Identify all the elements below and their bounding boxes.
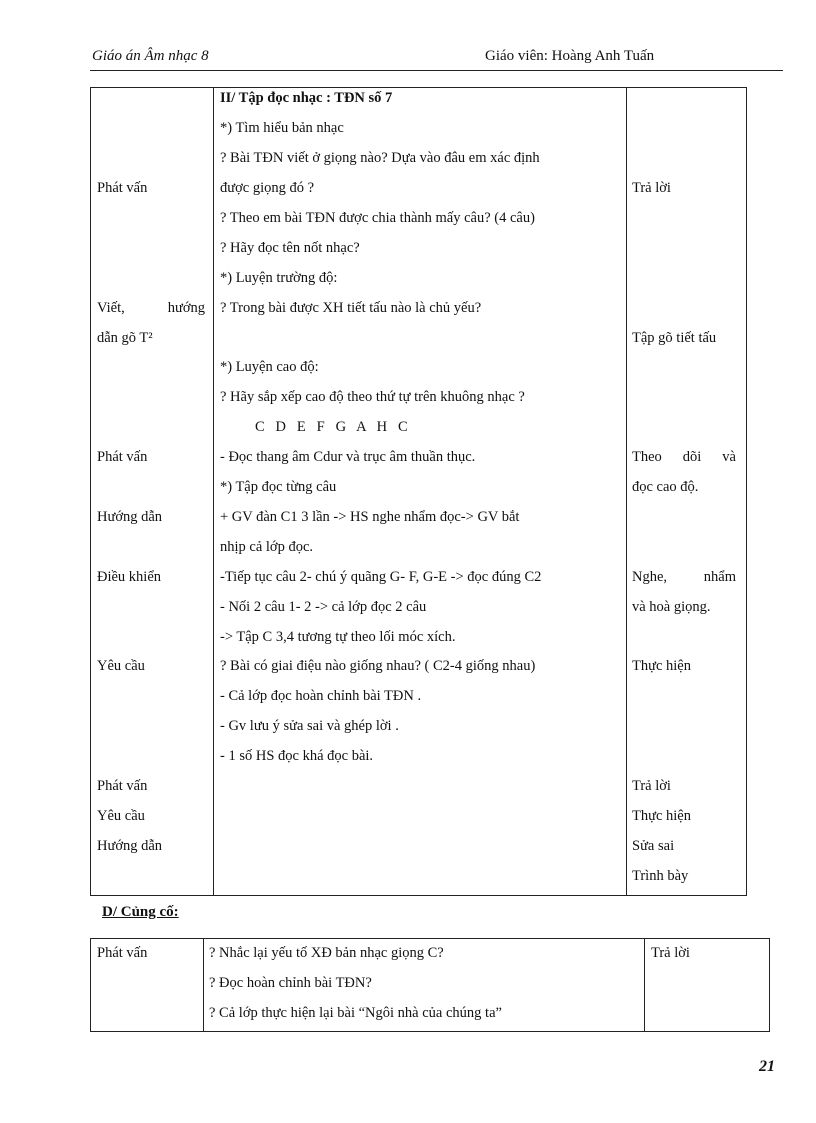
method-huong-dan: Hướng dẫn xyxy=(97,838,163,854)
review-method: Phát vấn xyxy=(97,945,148,961)
student-tap-go: Tập gõ tiết tấu xyxy=(632,330,717,346)
method-dan-go: dẫn gõ T² xyxy=(97,330,153,346)
student-theo-doi xyxy=(632,447,736,467)
method-phat-van: Phát vấn xyxy=(97,449,148,465)
content-line: ? Hãy đọc tên nốt nhạc? xyxy=(220,240,360,256)
method-yeu-cau: Yêu cầu xyxy=(97,808,145,824)
content-line: nhịp cả lớp đọc. xyxy=(220,539,314,555)
student-nghe-nham xyxy=(632,567,736,587)
student-sua-sai: Sửa sai xyxy=(632,838,675,854)
content-line: - Đọc thang âm Cdur và trục âm thuần thục. xyxy=(220,449,476,465)
column-divider xyxy=(644,939,645,1031)
header-course-title: Giáo án Âm nhạc 8 xyxy=(92,48,209,64)
content-line: *) Tập đọc từng câu xyxy=(220,479,337,495)
content-line: ? Theo em bài TĐN được chia thành mấy câu? (4 câu) xyxy=(220,210,535,226)
student-tra-loi: Trả lời xyxy=(632,180,671,196)
review-student-activity: Trả lời xyxy=(651,945,690,961)
content-line: ? Bài có giai điệu nào giống nhau? ( C2-4 giống nhau) xyxy=(220,658,536,674)
column-divider xyxy=(213,88,214,895)
student-doc-cao-do: đọc cao độ. xyxy=(632,479,699,495)
header-teacher-name: Giáo viên: Hoàng Anh Tuấn xyxy=(485,48,655,64)
content-line: được giọng đó ? xyxy=(220,180,315,196)
content-line: - 1 số HS đọc khá đọc bài. xyxy=(220,748,374,764)
method-huong-word: hướng xyxy=(167,300,205,316)
student-theo-word: Theo xyxy=(632,449,662,465)
student-trinh-bay: Trình bày xyxy=(632,868,689,884)
review-question: ? Cả lớp thực hiện lại bài “Ngôi nhà của chúng ta” xyxy=(209,1005,502,1021)
student-doi-word: dõi xyxy=(682,449,702,465)
section-d-title: D/ Củng cố: xyxy=(102,904,179,920)
review-question: ? Nhắc lại yếu tố XĐ bản nhạc giọng C? xyxy=(209,945,444,961)
lesson-section-title: II/ Tập đọc nhạc : TĐN số 7 xyxy=(220,90,393,106)
content-line: -Tiếp tục câu 2- chú ý quãng G- F, G-E -> đọc đúng C2 xyxy=(220,569,542,585)
student-nham-word: nhẩm xyxy=(703,569,736,585)
content-line: *) Luyện trường độ: xyxy=(220,270,338,286)
student-va-word: và xyxy=(722,449,736,465)
student-hoa-giong: và hoà giọng. xyxy=(632,599,711,615)
method-dieu-khien: Điều khiển xyxy=(97,569,162,585)
method-viet-word: Viết, xyxy=(97,300,125,316)
review-table xyxy=(90,938,770,1032)
content-line: *) Luyện cao độ: xyxy=(220,359,319,375)
column-divider xyxy=(203,939,204,1031)
content-line: ? Hãy sắp xếp cao độ theo thứ tự trên khuông nhạc ? xyxy=(220,389,525,405)
pitch-sequence: C D E F G A H C xyxy=(255,419,408,435)
header-divider xyxy=(90,70,783,71)
method-yeu-cau: Yêu cầu xyxy=(97,658,145,674)
student-thuc-hien: Thực hiện xyxy=(632,658,691,674)
content-line: *) Tìm hiểu bản nhạc xyxy=(220,120,344,136)
method-huong-dan: Hướng dẫn xyxy=(97,509,163,525)
content-line: ? Bài TĐN viết ở giọng nào? Dựa vào đâu em xác định xyxy=(220,150,540,166)
student-thuc-hien: Thực hiện xyxy=(632,808,691,824)
content-line: - Gv lưu ý sửa sai và ghép lời . xyxy=(220,718,399,734)
method-phat-van: Phát vấn xyxy=(97,180,148,196)
content-line: - Nối 2 câu 1- 2 -> cả lớp đọc 2 câu xyxy=(220,599,427,615)
content-line: -> Tập C 3,4 tương tự theo lối móc xích. xyxy=(220,629,456,645)
page-number: 21 xyxy=(759,1058,775,1075)
content-line: + GV đàn C1 3 lần -> HS nghe nhẩm đọc-> GV bắt xyxy=(220,509,520,525)
content-line: ? Trong bài được XH tiết tấu nào là chủ yếu? xyxy=(220,300,482,316)
lesson-activity-table xyxy=(90,87,747,896)
review-question: ? Đọc hoàn chỉnh bài TĐN? xyxy=(209,975,372,991)
student-nghe-word: Nghe, xyxy=(632,569,668,585)
column-divider xyxy=(626,88,627,895)
method-viet-huong xyxy=(97,298,205,318)
student-tra-loi: Trả lời xyxy=(632,778,671,794)
method-phat-van: Phát vấn xyxy=(97,778,148,794)
content-line: - Cả lớp đọc hoàn chỉnh bài TĐN . xyxy=(220,688,422,704)
